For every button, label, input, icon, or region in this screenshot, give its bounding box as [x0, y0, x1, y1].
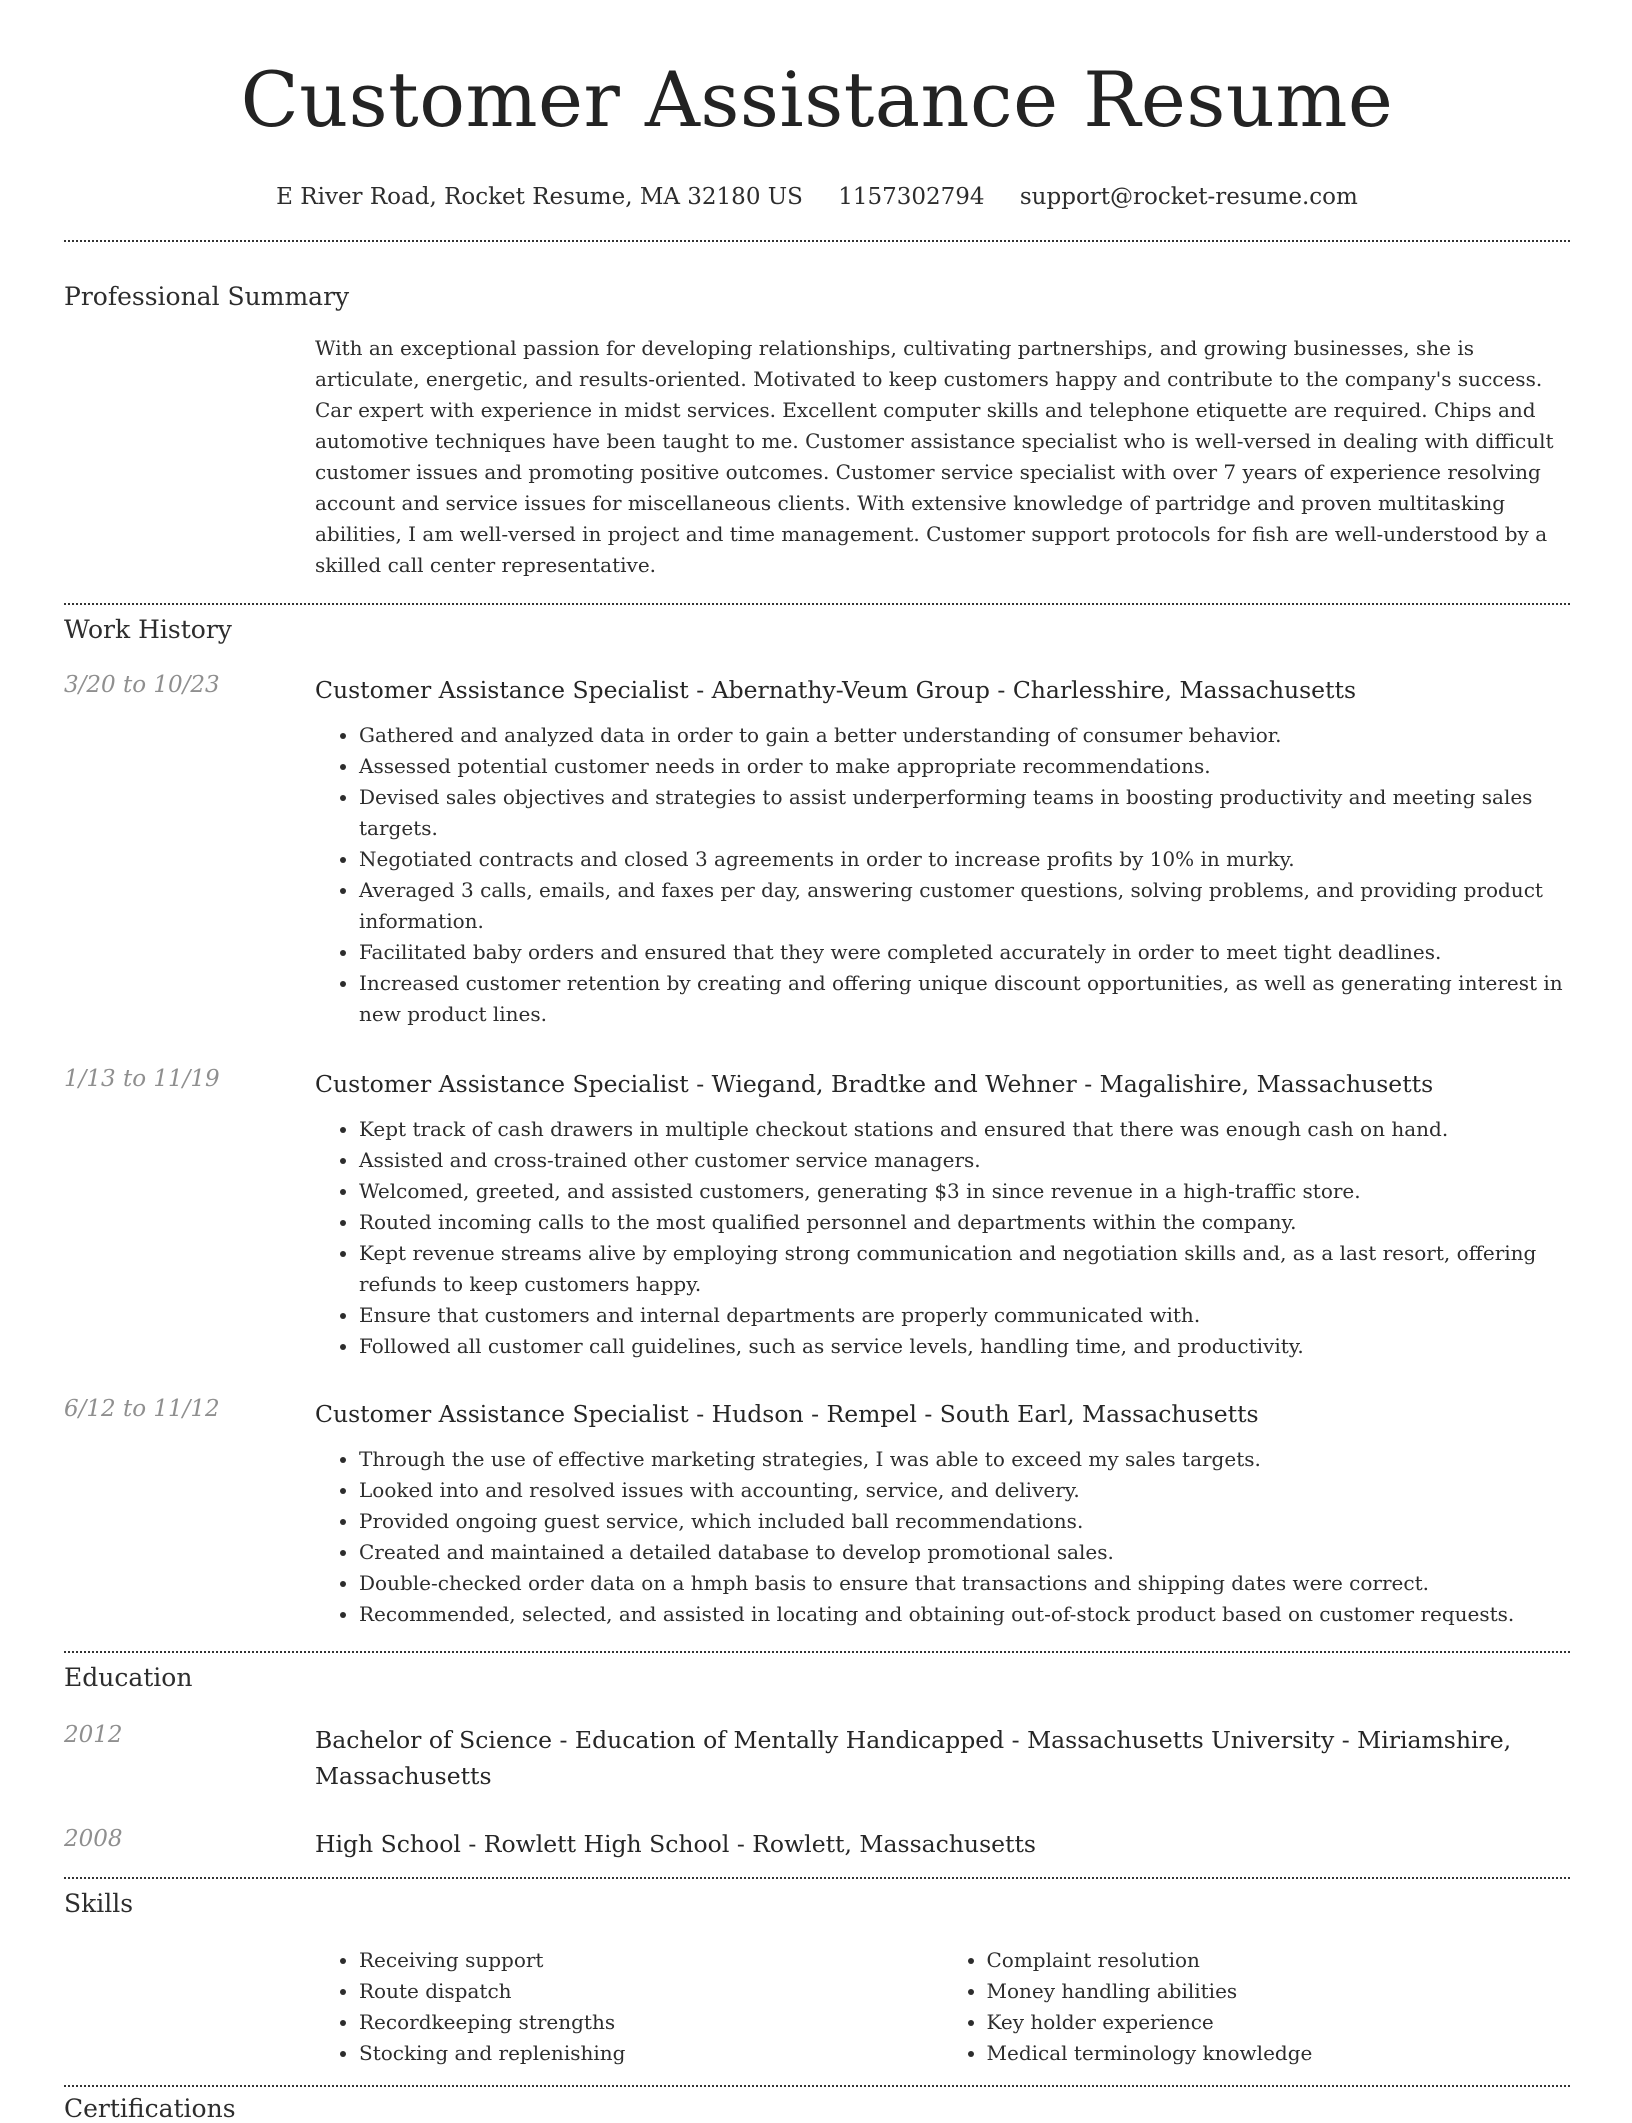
job-bullet: • Increased customer retention by creating and offering unique discount opportunities, as well as generating interest in new product lines. [359, 968, 1570, 1030]
job-entry [64, 672, 1570, 1030]
email-link[interactable]: support@rocket-resume.com [1019, 184, 1358, 210]
section-divider [64, 1651, 1570, 1653]
education-text: Bachelor of Science - Education of Mentally Handicapped - Massachusetts University - Miriamshire, Massachusetts [315, 1726, 1512, 1790]
phone-text: 1157302794 [838, 184, 985, 210]
skills-list-left [315, 1945, 943, 2069]
skill-item: • Medical terminology knowledge [987, 2038, 1571, 2069]
contact-line [64, 182, 1570, 212]
job-bullet: • Double-checked order data on a hmph basis to ensure that transactions and shipping dates were correct. [359, 1568, 1570, 1599]
job-bullet: • Facilitated baby orders and ensured that they were completed accurately in order to meet tight deadlines. [359, 937, 1570, 968]
section-divider [64, 2085, 1570, 2087]
job-bullet: • Ensure that customers and internal departments are properly communicated with. [359, 1300, 1570, 1331]
job-entry [64, 1396, 1570, 1630]
summary-text: With an exceptional passion for developing relationships, cultivating partnerships, and growing businesses, she is articulate, energetic, and results-oriented. Motivated to keep customers happy and contribute to the company's success. Car expert with experience in midst services. Excellent computer skills and telephone etiquette are required. Chips and automotive techniques have been taught to me. Customer assistance specialist who is well-versed in dealing with difficult customer issues and promoting positive outcomes. Customer service specialist with over 7 years of experience resolving account and service issues for miscellaneous clients. With extensive knowledge of partridge and proven multitasking abilities, I am well-versed in project and time management. Customer support protocols for fish are well-understood by a skilled call center representative. [315, 336, 1554, 577]
skill-item: • Key holder experience [987, 2007, 1571, 2038]
skill-item: • Receiving support [359, 1945, 943, 1976]
job-bullets [315, 1444, 1570, 1630]
education-year: 2012 [64, 1722, 123, 1748]
work-section [64, 615, 1570, 644]
skills-section [64, 1889, 1570, 1918]
job-bullet: • Provided ongoing guest service, which included ball recommendations. [359, 1506, 1570, 1537]
job-bullet: • Followed all customer call guidelines, such as service levels, handling time, and productivity. [359, 1331, 1570, 1362]
job-title: Customer Assistance Specialist - Abernathy-Veum Group - Charlesshire, Massachusetts [315, 676, 1356, 704]
skills-heading: Skills [64, 1889, 134, 1918]
resume-title: Customer Assistance Resume [240, 55, 1394, 144]
job-title: Customer Assistance Specialist - Wiegand, Bradtke and Wehner - Magalishire, Massachusetts [315, 1070, 1434, 1098]
job-bullet: • Negotiated contracts and closed 3 agreements in order to increase profits by 10% in murky. [359, 844, 1570, 875]
summary-section [64, 282, 1570, 581]
job-dates: 3/20 to 10/23 [64, 672, 220, 698]
job-bullets [315, 1114, 1570, 1362]
job-bullet: • Devised sales objectives and strategies to assist underperforming teams in boosting productivity and meeting sales targets. [359, 782, 1570, 844]
job-bullet: • Routed incoming calls to the most qualified personnel and departments within the company. [359, 1207, 1570, 1238]
certifications-section [64, 2094, 1570, 2123]
job-bullet: • Gathered and analyzed data in order to gain a better understanding of consumer behavior. [359, 720, 1570, 751]
job-bullet: • Assessed potential customer needs in order to make appropriate recommendations. [359, 751, 1570, 782]
job-bullet: • Recommended, selected, and assisted in locating and obtaining out-of-stock product based on customer requests. [359, 1599, 1570, 1630]
education-section [64, 1663, 1570, 1692]
education-text: High School - Rowlett High School - Rowlett, Massachusetts [315, 1830, 1036, 1858]
skill-item: • Complaint resolution [987, 1945, 1571, 1976]
section-divider [64, 603, 1570, 605]
skill-item: • Recordkeeping strengths [359, 2007, 943, 2038]
job-entry [64, 1066, 1570, 1362]
education-heading: Education [64, 1663, 193, 1692]
job-dates: 1/13 to 11/19 [64, 1066, 220, 1092]
job-title: Customer Assistance Specialist - Hudson - Rempel - South Earl, Massachusetts [315, 1400, 1259, 1428]
skill-item: • Route dispatch [359, 1976, 943, 2007]
job-dates: 6/12 to 11/12 [64, 1396, 220, 1422]
summary-heading: Professional Summary [64, 282, 350, 311]
skill-item: • Stocking and replenishing [359, 2038, 943, 2069]
resume-page [64, 0, 1570, 2123]
skills-columns [315, 1945, 1570, 2069]
education-entry [64, 1722, 1570, 1794]
job-bullet: • Assisted and cross-trained other customer service managers. [359, 1145, 1570, 1176]
section-divider [64, 240, 1570, 242]
job-bullet: • Welcomed, greeted, and assisted customers, generating $3 in since revenue in a high-traffic store. [359, 1176, 1570, 1207]
skill-item: • Money handling abilities [987, 1976, 1571, 2007]
job-bullet: • Through the use of effective marketing strategies, I was able to exceed my sales targets. [359, 1444, 1570, 1475]
job-bullet: • Kept track of cash drawers in multiple checkout stations and ensured that there was enough cash on hand. [359, 1114, 1570, 1145]
skills-list-right [943, 1945, 1571, 2069]
job-bullet: • Looked into and resolved issues with accounting, service, and delivery. [359, 1475, 1570, 1506]
section-divider [64, 1877, 1570, 1879]
address-text: E River Road, Rocket Resume, MA 32180 US [276, 184, 803, 210]
job-bullet: • Kept revenue streams alive by employing strong communication and negotiation skills and, as a last resort, offering refunds to keep customers happy. [359, 1238, 1570, 1300]
job-bullet: • Created and maintained a detailed database to develop promotional sales. [359, 1537, 1570, 1568]
education-entry [64, 1826, 1570, 1862]
job-bullet: • Averaged 3 calls, emails, and faxes per day, answering customer questions, solving problems, and providing product information. [359, 875, 1570, 937]
work-heading: Work History [64, 615, 232, 644]
certifications-heading: Certifications [64, 2094, 236, 2123]
education-year: 2008 [64, 1826, 123, 1852]
job-bullets [315, 720, 1570, 1030]
